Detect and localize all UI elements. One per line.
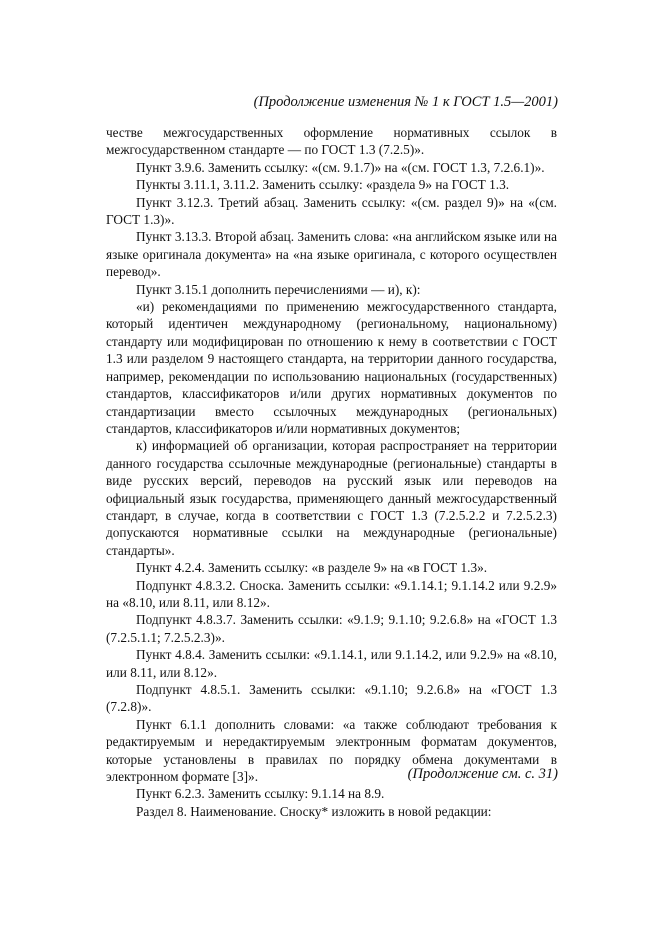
- paragraph-4-8-3-7: Подпункт 4.8.3.7. Заменить ссылки: «9.1.9; 9.1.10; 9.2.6.8» на «ГОСТ 1.3 (7.2.5.1.1; 7.2.5.2.3)».: [106, 612, 557, 645]
- paragraph-4-2-4: Пункт 4.2.4. Заменить ссылку: «в разделе 9» на «в ГОСТ 1.3».: [136, 560, 488, 576]
- paragraph-4-8-3-2: Подпункт 4.8.3.2. Сноска. Заменить ссылки: «9.1.14.1; 9.1.14.2 или 9.2.9» на «8.10, или 8.11, или 8.12».: [106, 577, 557, 610]
- document-body: [106, 124, 557, 820]
- paragraph-3-13-3: Пункт 3.13.3. Второй абзац. Заменить слова: «на английском языке или на языке оригинала документа» на «на языке оригинала, с которого осуществлен перевод».: [106, 229, 557, 280]
- paragraph-3-12-3: Пункт 3.12.3. Третий абзац. Заменить ссылку: «(см. раздел 9)» на «(см. ГОСТ 1.3)».: [106, 194, 557, 228]
- paragraph-6-1-1: Пункт 6.1.1 дополнить словами: «а также соблюдают требования к редактируемым и нередактируемым электронным форматам документов, которые установлены в правилах по порядку обмена документами в электронном формате [3]».: [106, 716, 557, 785]
- paragraph-continuation: честве межгосударственных оформление нормативных ссылок в межгосударственном стандарте — по ГОСТ 1.3 (7.2.5)».: [106, 125, 557, 158]
- paragraph-3-15-1: Пункт 3.15.1 дополнить перечислениями — и), к):: [136, 281, 421, 297]
- page-header: (Продолжение изменения № 1 к ГОСТ 1.5—2001): [253, 94, 558, 110]
- paragraph-item-i: «и) рекомендациями по применению межгосударственного стандарта, который идентичен международному (региональному, национальному) стандарту или модифицирован по отношению к нему в соответствии с ГОСТ 1.3 или разделом 9 настоящего стандарта, на территории данного государства, например, рекомендации по использованию национальных (государственных) стандартов, классификаторов и/или других нормативных документов по стандартизации вместо ссылочных международных (региональных) стандартов, классификаторов и/или нормативных документов;: [106, 299, 557, 436]
- paragraph-3-9-6: Пункт 3.9.6. Заменить ссылку: «(см. 9.1.7)» на «(см. ГОСТ 1.3, 7.2.6.1)».: [136, 159, 545, 175]
- paragraph-item-k: к) информацией об организации, которая распространяет на территории данного государства ссылочные международные (региональные) стандарты в виде русских версий, переводов на русский язык или переводов на официальный язык государства, применяющего данный межгосударственный стандарт, в случае, когда в соответствии с ГОСТ 1.3 (7.2.5.2.2 и 7.2.5.2.3) допускаются нормативные ссылки на международные (региональные) стандарты».: [106, 438, 557, 558]
- paragraph-3-11: Пункты 3.11.1, 3.11.2. Заменить ссылку: «раздела 9» на ГОСТ 1.3.: [136, 177, 510, 193]
- paragraph-4-8-5-1: Подпункт 4.8.5.1. Заменить ссылки: «9.1.10; 9.2.6.8» на «ГОСТ 1.3 (7.2.8)».: [106, 682, 557, 715]
- paragraph-6-2-3: Пункт 6.2.3. Заменить ссылку: 9.1.14 на 8.9.: [136, 786, 385, 802]
- page-footer: (Продолжение см. с. 31): [407, 766, 558, 782]
- paragraph-4-8-4: Пункт 4.8.4. Заменить ссылки: «9.1.14.1, или 9.1.14.2, или 9.2.9» на «8.10, или 8.11, или 8.12».: [106, 647, 557, 680]
- paragraph-section-8: Раздел 8. Наименование. Сноску* изложить в новой редакции:: [136, 803, 492, 819]
